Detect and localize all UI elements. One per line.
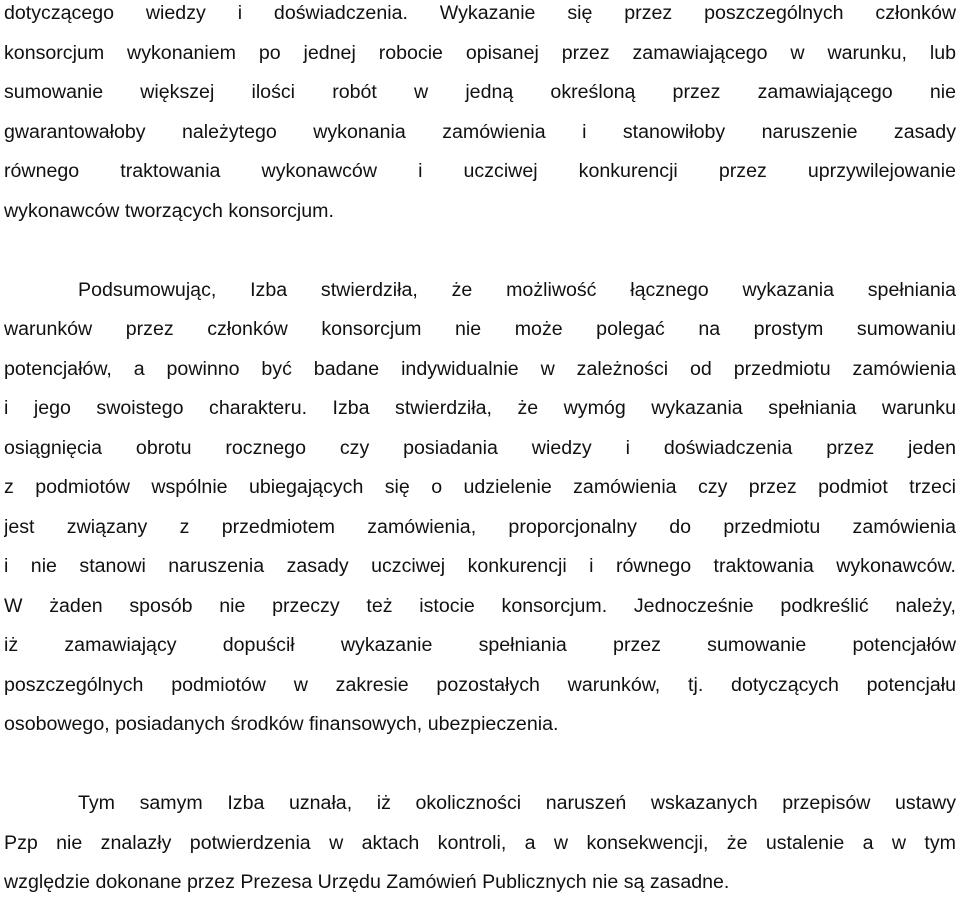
text-line: konsorcjum wykonaniem po jednej robocie opisanej przez zamawiającego w warunku, lub (4, 41, 956, 64)
text-line: i nie stanowi naruszenia zasady uczciwej konkurencji i równego traktowania wykonawców. (4, 555, 956, 577)
paragraph-3 (4, 784, 956, 903)
text-line: sumowanie większej ilości robót w jedną określoną przez zamawiającego nie (4, 81, 956, 103)
text-line: dotyczącego wiedzy i doświadczenia. Wykazanie się przez poszczególnych członków (4, 2, 956, 24)
text-line: potencjałów, a powinno być badane indywidualnie w zależności od przedmiotu zamówienia (4, 357, 956, 380)
text-line: i jego swoistego charakteru. Izba stwierdziła, że wymóg wykazania spełniania warunku (4, 397, 956, 419)
text-line: osobowego, posiadanych środków finansowych, ubezpieczenia. (4, 713, 559, 735)
text-line: warunków przez członków konsorcjum nie może polegać na prostym sumowaniu (4, 318, 956, 340)
text-line: Pzp nie znalazły potwierdzenia w aktach kontroli, a w konsekwencji, że ustalenie a w tym (4, 831, 956, 854)
text-line: iż zamawiający dopuścił wykazanie spełniania przez sumowanie potencjałów (4, 634, 956, 656)
text-line: względzie dokonane przez Prezesa Urzędu Zamówień Publicznych nie są zasadne. (4, 871, 730, 893)
text-line: równego traktowania wykonawców i uczciwej konkurencji przez uprzywilejowanie (4, 160, 956, 182)
text-line: Tym samym Izba uznała, iż okoliczności naruszeń wskazanych przepisów ustawy (78, 792, 956, 814)
text-line: W żaden sposób nie przeczy też istocie konsorcjum. Jednocześnie podkreślić należy, (4, 594, 956, 617)
paragraph-1 (4, 0, 956, 231)
text-line: poszczególnych podmiotów w zakresie pozostałych warunków, tj. dotyczących potencjału (4, 673, 956, 696)
text-line: z podmiotów wspólnie ubiegających się o udzielenie zamówienia czy przez podmiot trzeci (4, 476, 956, 498)
paragraph-gap (4, 231, 956, 271)
paragraph-gap (4, 745, 956, 785)
text-line: jest związany z przedmiotem zamówienia, proporcjonalny do przedmiotu zamówienia (4, 515, 956, 538)
text-line: Podsumowując, Izba stwierdziła, że możliwość łącznego wykazania spełniania (78, 278, 956, 301)
text-line: osiągnięcia obrotu rocznego czy posiadania wiedzy i doświadczenia przez jeden (4, 436, 956, 459)
text-line: wykonawców tworzących konsorcjum. (4, 199, 334, 222)
text-line: gwarantowałoby należytego wykonania zamówienia i stanowiłoby naruszenie zasady (4, 120, 956, 143)
document-page (4, 0, 956, 903)
paragraph-2 (4, 271, 956, 745)
